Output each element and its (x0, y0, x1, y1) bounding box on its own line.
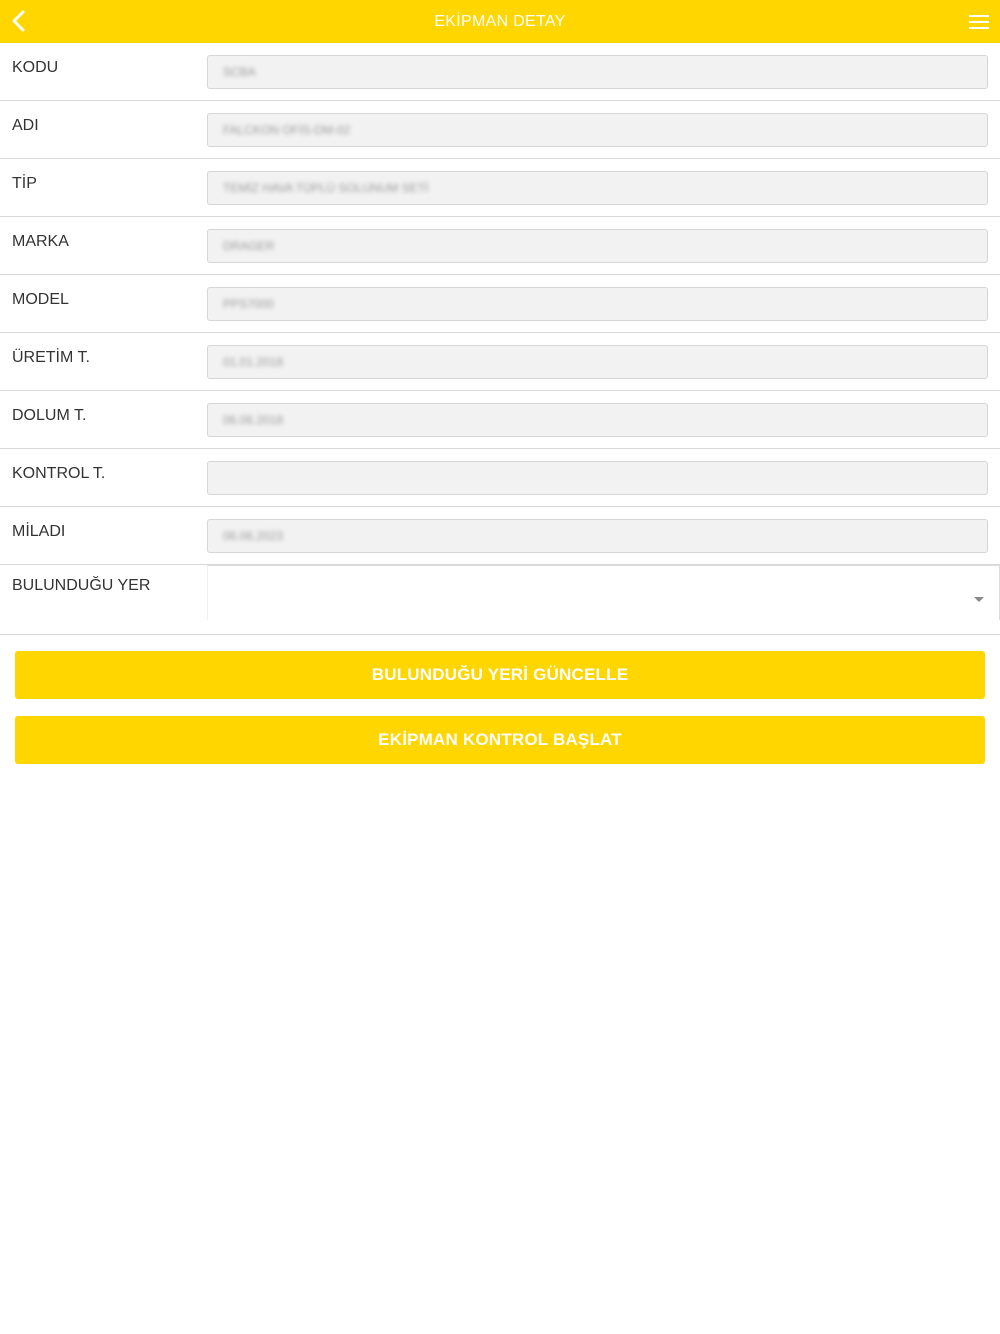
field-value: TEMİZ HAVA TÜPLÜ SOLUNUM SETİ (223, 181, 429, 195)
field-label: ÜRETİM T. (12, 349, 90, 366)
caret-down-icon (974, 597, 984, 602)
field-value: FALCKON OFİS-DM-02 (223, 123, 351, 137)
hamburger-menu-icon (969, 14, 989, 30)
form-row-miladi (0, 507, 1000, 565)
form-row-kodu (0, 43, 1000, 101)
field-label: TİP (12, 175, 37, 192)
header-bar (0, 0, 1000, 43)
action-buttons (0, 635, 1000, 764)
field-value: SCBA (223, 65, 256, 79)
field-label: MİLADI (12, 523, 66, 540)
field-value: DRAGER (223, 239, 275, 253)
tip-field[interactable] (207, 171, 988, 205)
kodu-field[interactable] (207, 55, 988, 89)
form-row-marka (0, 217, 1000, 275)
field-value: 01.01.2018 (223, 355, 284, 369)
form-row-uretim-tarihi (0, 333, 1000, 391)
form-row-model (0, 275, 1000, 333)
equipment-detail-form (0, 43, 1000, 635)
start-control-button[interactable]: EKİPMAN KONTROL BAŞLAT (15, 716, 985, 764)
field-label: KODU (12, 59, 59, 76)
miladi-field[interactable] (207, 519, 988, 553)
dolum-tarihi-field[interactable] (207, 403, 988, 437)
back-button[interactable] (4, 6, 34, 36)
kontrol-tarihi-field[interactable] (207, 461, 988, 495)
field-value: 06.06.2018 (223, 413, 284, 427)
model-field[interactable] (207, 287, 988, 321)
page-title: EKİPMAN DETAY (434, 12, 566, 30)
form-row-adi (0, 101, 1000, 159)
field-label: BULUNDUĞU YER (12, 577, 151, 594)
form-row-tip (0, 159, 1000, 217)
form-row-dolum-tarihi (0, 391, 1000, 449)
field-value: PPS7000 (223, 297, 274, 311)
field-value: 06.06.2023 (223, 529, 284, 543)
marka-field[interactable] (207, 229, 988, 263)
field-label: KONTROL T. (12, 465, 106, 482)
field-label: ADI (12, 117, 39, 134)
adi-field[interactable] (207, 113, 988, 147)
menu-button[interactable] (964, 7, 994, 37)
update-location-button[interactable]: BULUNDUĞU YERİ GÜNCELLE (15, 651, 985, 699)
field-label: DOLUM T. (12, 407, 87, 424)
field-label: MODEL (12, 291, 69, 308)
form-row-bulundugu-yer (0, 565, 1000, 635)
chevron-left-icon (11, 10, 27, 32)
form-row-kontrol-tarihi (0, 449, 1000, 507)
field-label: MARKA (12, 233, 69, 250)
uretim-tarihi-field[interactable] (207, 345, 988, 379)
location-select[interactable] (207, 565, 1000, 620)
